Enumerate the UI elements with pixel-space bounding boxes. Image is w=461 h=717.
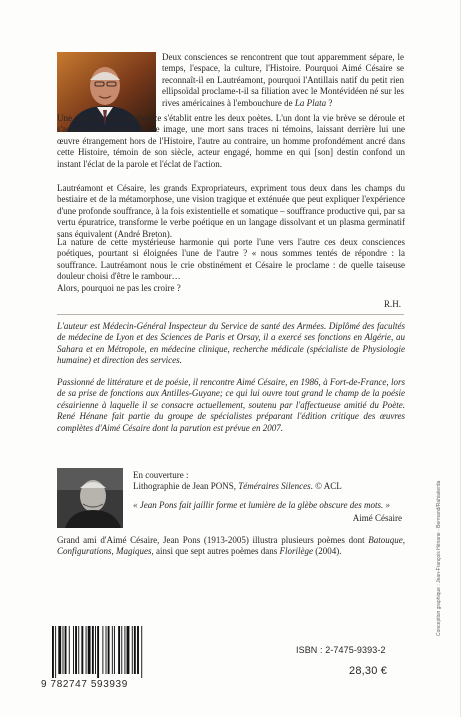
barcode-bar	[106, 626, 107, 674]
friend-title-4: Florilège	[279, 546, 313, 557]
vertical-design-credit	[436, 468, 444, 636]
barcode-bar	[121, 626, 122, 674]
intro-text-pre: Deux consciences se rencontrent que tout apparemment sépare, le temps, l'espace, la culture, l'Histoire. Pourquoi Aimé Césaire se reconnaît-il en Lautréamont, pourquoi l'Antillais natif du petit rien ellipsoïdal proclame-t-il sa filiation avec le Montévidéen né sur les rives américaines à l'embouchure de	[162, 52, 404, 108]
barcode-bar	[78, 626, 79, 674]
barcode-bar	[97, 626, 99, 678]
friend-post: (2004).	[312, 546, 342, 557]
body-paragraph-1: Une mystérieuse connivence s'établit entre les deux poètes. L'un dont la vie brève se déroule et s'achève sans l'ombre d'une image, une mort sans traces ni témoins, laissant derrière lui une œuvre étrangement hors de l'Histoire, l'autre au contraire, un homme profondément ancré dans cette Histoire, témoin de son siècle, acteur engagé, homme en qui [son] destin confond un instant l'éclat de la parole et l'éclat de l'action.	[57, 113, 405, 169]
barcode-bar	[134, 626, 136, 674]
barcode-bar	[73, 626, 74, 674]
barcode-bar	[75, 626, 77, 674]
artist-note-paragraph	[57, 535, 405, 558]
barcode-bar	[114, 626, 115, 674]
barcode-bar	[118, 626, 120, 674]
barcode-bar	[108, 626, 110, 674]
isbn-barcode	[46, 626, 174, 686]
author-bio-paragraph-1: L'auteur est Médecin-Général Inspecteur du Service de santé des Armées. Diplômé des facultés de médecine de Lyon et des Sciences de Paris et Orsay, il a exercé ses fonctions en Algérie, au Sahara et en Métropole, en médecine clinique, recherche médicale (spécialiste de Physiologie humaine) et direction des services.	[57, 321, 405, 366]
friend-sep-1: ,	[402, 535, 405, 545]
body-paragraph-2: Lautréamont et Césaire, les grands Expropriateurs, expriment tous deux dans les champs du bestiaire et de la métamorphose, une vision tragique et exténuée que peut expliquer l'expérience d'une profonde souffrance, à la fois existentielle et somatique – souffrance productive qui, par sa vertu épuratrice, transforme le verbe poétique en un langage dissolvant et un plasma germinatif sans équivalent (André Breton).	[57, 183, 405, 239]
cover-quote: « Jean Pons fait jaillir forme et lumière de la glèbe obscure des mots. »	[133, 500, 391, 510]
barcode-bar	[112, 626, 113, 674]
price: 28,30 €	[349, 665, 388, 677]
barcode-bar	[69, 626, 70, 674]
author-bio-paragraph-2: Passionné de littérature et de poésie, il rencontre Aimé Césaire, en 1986, à Fort-de-France, lors de sa prise de fonctions aux Antilles-Guyane; ce qui lui ouvre tout grand le champ de la poésie césairienne à laquelle il se consacre actuellement, soutenu par l'affectueuse amitié du Poète. René Hénane fait partie du groupe de spécialistes préparant l'édition critique des œuvres complètes d'Aimé Césaire dont la parution est prévue en 2007.	[57, 377, 405, 433]
friend-sep-2: ,	[111, 546, 117, 557]
barcode-bar	[137, 626, 139, 674]
intro-paragraph	[162, 52, 404, 109]
artist-photo	[57, 468, 123, 528]
barcode-bar	[55, 626, 56, 678]
cover-label: En couverture :	[133, 470, 189, 480]
barcode-digits: 9 782747 593939	[41, 679, 128, 690]
barcode-bar	[141, 626, 142, 678]
barcode-bar	[95, 626, 96, 674]
cover-credit-line	[133, 481, 405, 492]
friend-title-2: Configurations	[57, 546, 112, 557]
cover-credit-title: Téméraires Silences	[238, 481, 311, 492]
section-divider	[57, 314, 404, 315]
friend-mid: , ainsi que sept autres poèmes dans	[151, 546, 280, 557]
barcode-bar	[52, 626, 54, 678]
cover-quote-author: Aimé Césaire	[352, 513, 402, 523]
body-paragraph-3: La nature de cette mystérieuse harmonie qui porte l'une vers l'autre ces deux consciences poétiques, pourtant si éloignées l'une de l'autre ? « nous sommes tentés de répondre : la souffrance. Lautréamont nous le crie obstinément et Césaire le proclame : de quelle taiseuse douleur choisi d'être le rambour…	[57, 237, 405, 282]
barcode-bar	[86, 626, 87, 674]
barcode-bar	[102, 626, 103, 674]
barcode-bar	[124, 626, 125, 674]
friend-title-1: Batouque	[368, 535, 403, 545]
cover-credit	[133, 470, 405, 493]
friend-pre: Grand ami d'Aimé Césaire, Jean Pons (1913-2005) illustra plusieurs poèmes dont	[57, 535, 369, 545]
barcode-bar	[132, 626, 133, 674]
barcode-bar	[88, 626, 91, 674]
barcode-bar	[58, 626, 61, 674]
vertical-design-credit-text: Conception graphique : Jean-François Hénane · Bermand/Rahiakerda	[436, 480, 442, 636]
barcode-bar	[63, 626, 64, 674]
body-paragraph-4: Alors, pourquoi ne pas les croire ?	[57, 283, 181, 293]
signature-initials: R.H.	[383, 299, 401, 309]
cover-credit-post: . © ACL	[310, 481, 342, 492]
barcode-bar	[127, 626, 130, 674]
isbn-number: ISBN : 2-7475-9393-2	[296, 645, 386, 655]
barcode-bar	[92, 626, 94, 674]
intro-text-italic: La Plata	[294, 97, 327, 108]
friend-title-3: Magiques	[116, 546, 152, 557]
barcode-bar	[81, 626, 83, 674]
barcode-bar	[65, 626, 67, 674]
intro-text-post: ?	[326, 97, 333, 108]
cover-credit-pre: Lithographie de Jean PONS,	[133, 481, 239, 492]
